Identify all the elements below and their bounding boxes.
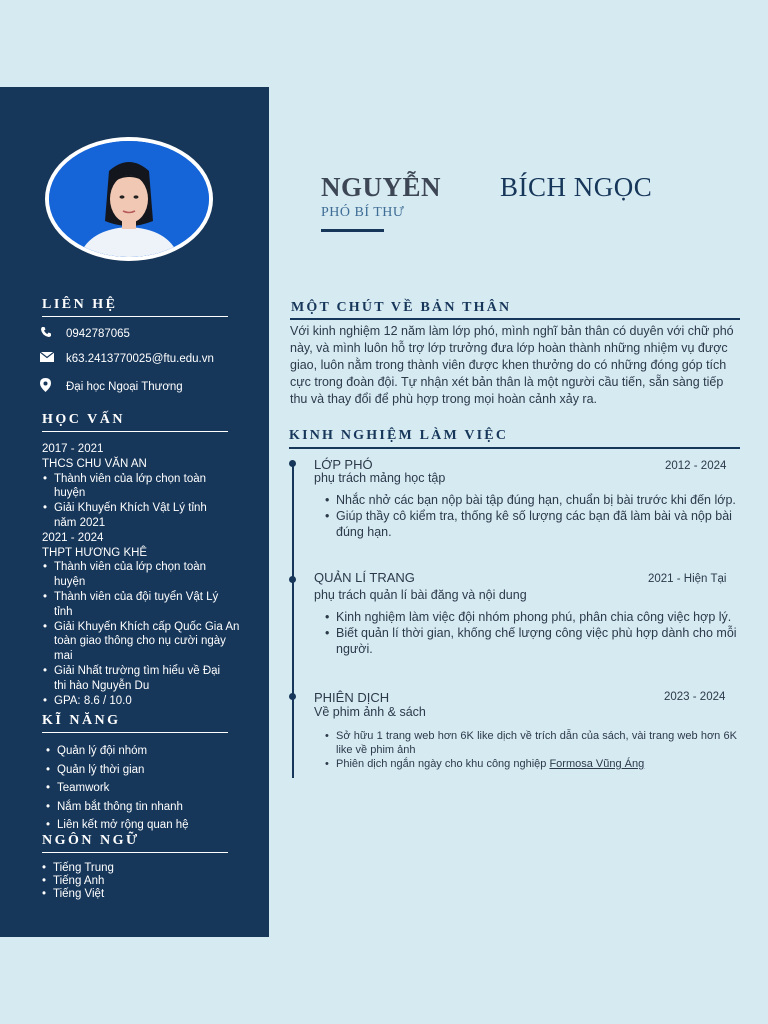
list-item: • Nhắc nhở các bạn nộp bài tập đúng hạn, chuẩn bị bài trước khi đến lớp. [325,492,739,508]
list-item: • Nắm bắt thông tin nhanh [46,798,189,817]
avatar-frame [45,137,213,261]
list-item-text: Phiên dịch ngắn ngày cho khu công nghiệp [336,758,550,770]
divider [290,318,740,320]
job-subtitle: phụ trách mảng học tập [314,471,446,485]
list-item: • Giải Khuyến Khích cấp Quốc Gia An toàn giao thông cho nụ cười ngày mai [54,620,244,664]
job-title: LỚP PHÓ [314,457,373,472]
list-item: • Liên kết mở rộng quan hệ [46,816,189,835]
job-title: PHIÊN DỊCH [314,690,390,705]
education-section-title: HỌC VẤN [42,412,228,432]
list-item: • Giải Nhất trường tìm hiểu về Đại thi hào Nguyễn Du [54,664,234,694]
languages-list [42,862,114,901]
job-subtitle: phụ trách quản lí bài đăng và nội dung [314,588,527,602]
location-pin-icon [40,378,54,395]
timeline-dot [289,460,296,467]
list-item: • Tiếng Trung [42,862,114,875]
formosa-link[interactable]: Formosa Vũng Áng [549,758,645,770]
job-title: QUẢN LÍ TRANG [314,570,415,585]
last-name: BÍCH NGỌC [500,172,653,202]
phone-row [40,326,130,341]
list-item: • Quản lý thời gian [46,761,189,780]
avatar [49,141,209,257]
experience-section-title: KINH NGHIỆM LÀM VIỆC [289,428,509,443]
email-link[interactable]: k63.2413770025@ftu.edu.vn [66,352,214,365]
job-date: 2021 - Hiện Tại [648,573,727,585]
email-row [40,352,214,365]
list-item: • Teamwork [46,779,189,798]
skills-section-title: KĨ NĂNG [42,713,228,733]
education-achievements [42,472,242,531]
skills-list [46,742,189,835]
divider [289,447,740,449]
job-date: 2012 - 2024 [665,460,727,472]
timeline-line [292,462,294,778]
job-duties [325,729,737,771]
job-duties [325,609,739,657]
list-item: • Thành viên của đội tuyển Vật Lý tỉnh [54,590,234,620]
education-years: 2017 - 2021 [42,443,104,455]
list-item: • Giải Khuyến Khích Vật Lý tỉnh năm 2021 [54,501,214,531]
school-name: THPT HƯƠNG KHÊ [42,546,148,559]
school-name: THCS CHU VĂN AN [42,457,147,470]
job-date: 2023 - 2024 [664,691,726,703]
education-years: 2021 - 2024 [42,531,104,544]
phone-number: 0942787065 [66,327,130,340]
timeline-dot [289,576,296,583]
job-duties [325,492,739,540]
about-text: Với kinh nghiệm 12 năm làm lớp phó, mình nghĩ bản thân có duyên với chữ phó này, và mình luôn hỗ trợ lớp trưởng đưa lớp hoàn thành những nhiệm vụ được giao, luôn nằm trong thành viên được khen thưởng do có những đóng góp tích cực trong đoàn đội. Tự nhận xét bản thân là một người cầu tiến, sẵn sàng tiếp thu và thay đổi để phù hợp trong mọi hoàn cảnh xảy ra. [290,324,734,406]
list-item: • Giúp thầy cô kiểm tra, thống kê số lượng các bạn đã làm bài và nộp bài đúng hạn. [325,508,739,540]
list-item: • Tiếng Việt [42,888,114,901]
contact-section-title: LIÊN HỆ [42,297,228,317]
mail-icon [40,352,54,365]
list-item: • Thành viên của lớp chọn toàn huyện [54,560,234,590]
about-section-title: MỘT CHÚT VỀ BẢN THÂN [291,300,512,315]
list-item: • Sở hữu 1 trang web hơn 6K like dịch về trích dẫn của sách, vài trang web hơn 6K like về phim ảnh [325,729,737,757]
list-item: • GPA: 8.6 / 10.0 [54,694,242,709]
education-achievements [42,560,242,708]
profile-photo [49,141,209,257]
list-item: • Quản lý đội nhóm [46,742,189,761]
list-item: • Tiếng Anh [42,875,114,888]
list-item [325,757,737,771]
job-role: PHÓ BÍ THƯ [321,205,405,220]
education-entry [42,442,242,708]
title-underline [321,229,384,232]
languages-section-title: NGÔN NGỮ [42,833,228,853]
address-row [40,378,183,395]
sidebar [0,87,269,937]
list-item: • Kinh nghiệm làm việc đội nhóm phong phú, phân chia công việc hợp lý. [325,609,739,625]
address-text: Đại học Ngoại Thương [66,380,183,393]
timeline-dot [289,693,296,700]
job-subtitle: Về phim ảnh & sách [314,705,426,719]
list-item: • Biết quản lí thời gian, khống chế lượng công việc phù hợp dành cho mỗi người. [325,625,739,657]
phone-icon [40,326,54,341]
first-name: NGUYỄN [321,172,442,202]
list-item: • Thành viên của lớp chọn toàn huyện [54,472,234,502]
